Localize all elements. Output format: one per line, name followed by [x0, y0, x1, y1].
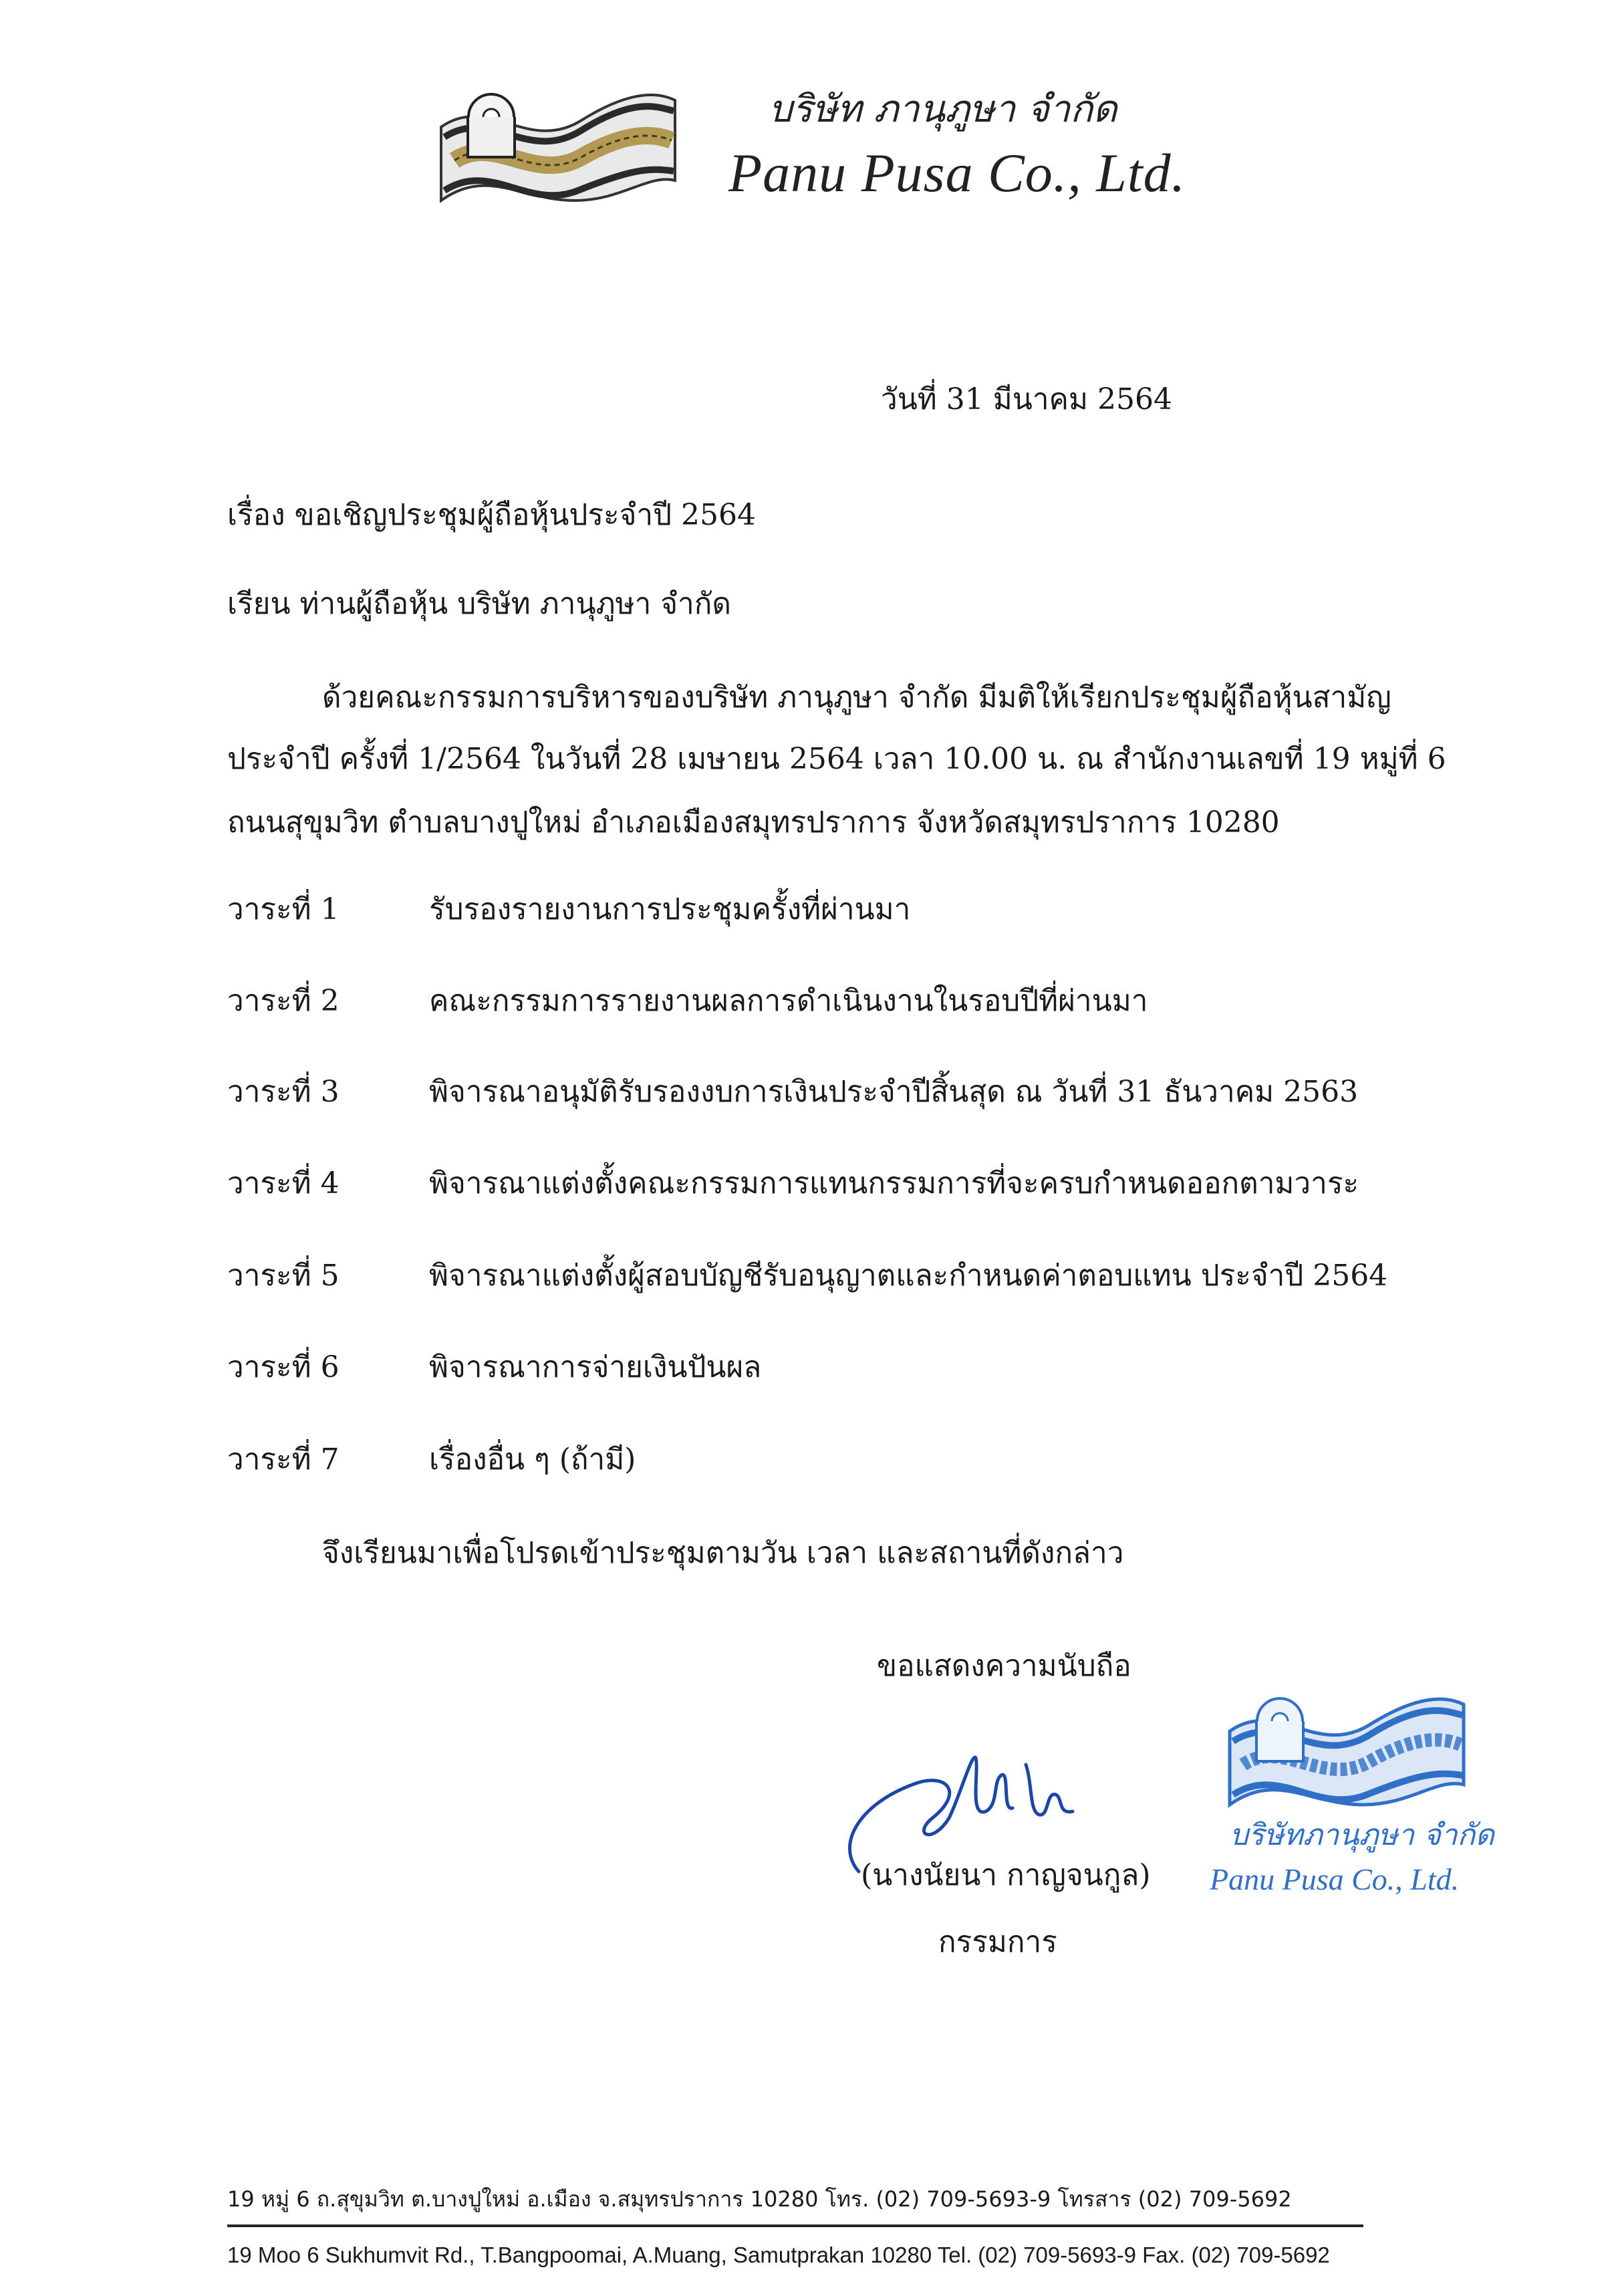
footer-divider: [227, 2224, 1363, 2227]
agenda-item-text: พิจารณาอนุมัติรับรองงบการเงินประจำปีสิ้นสุด ณ วันที่ 31 ธันวาคม 2563: [429, 1075, 1359, 1109]
agenda-item-text: พิจารณาแต่งตั้งผู้สอบบัญชีรับอนุญาตและกำหนดค่าตอบแทน ประจำปี 2564: [429, 1259, 1388, 1293]
letter-date: วันที่ 31 มีนาคม 2564: [881, 382, 1172, 416]
body-paragraph-line: ด้วยคณะกรรมการบริหารของบริษัท ภานุภูษา จำกัด มีมติให้เรียกประชุมผู้ถือหุ้นสามัญ: [322, 680, 1391, 715]
company-logo: [428, 67, 682, 227]
agenda-item-text: คณะกรรมการรายงานผลการดำเนินงานในรอบปีที่ผ่านมา: [429, 984, 1148, 1018]
agenda-label: วาระที่ 2: [227, 984, 340, 1018]
agenda-label: วาระที่ 4: [227, 1166, 340, 1200]
letter-subject: เรื่อง ขอเชิญประชุมผู้ถือหุ้นประจำปี 2564: [227, 498, 757, 532]
company-name-thai: บริษัท ภานุภูษา จำกัด: [769, 88, 1117, 131]
company-stamp: [1216, 1671, 1470, 1892]
agenda-item-text: พิจารณาแต่งตั้งคณะกรรมการแทนกรรมการที่จะครบกำหนดออกตามวาระ: [429, 1166, 1359, 1200]
body-paragraph-line: ถนนสุขุมวิท ตำบลบางปูใหม่ อำเภอเมืองสมุทรปราการ จังหวัดสมุทรปราการ 10280: [227, 805, 1280, 840]
agenda-item-text: พิจารณาการจ่ายเงินปันผล: [429, 1350, 762, 1384]
letter-recipient: เรียน ท่านผู้ถือหุ้น บริษัท ภานุภูษา จำกัด: [227, 587, 731, 621]
signer-name: (นางนัยนา กาญจนกูล): [861, 1858, 1151, 1892]
body-paragraph-line: ประจำปี ครั้งที่ 1/2564 ในวันที่ 28 เมษายน 2564 เวลา 10.00 น. ณ สำนักงานเลขที่ 19 หมู่ที่ 6: [227, 742, 1446, 776]
agenda-label: วาระที่ 3: [227, 1075, 340, 1109]
agenda-label: วาระที่ 5: [227, 1259, 340, 1293]
agenda-item-text: รับรองรายงานการประชุมครั้งที่ผ่านมา: [429, 892, 911, 926]
agenda-label: วาระที่ 7: [227, 1442, 340, 1477]
company-name-english: Panu Pusa Co., Ltd.: [728, 142, 1186, 203]
agenda-label: วาระที่ 1: [227, 892, 340, 926]
regards-line: ขอแสดงความนับถือ: [877, 1649, 1131, 1683]
signer-position: กรรมการ: [938, 1925, 1057, 1959]
stamp-company-english: Panu Pusa Co., Ltd.: [1210, 1862, 1460, 1896]
footer-address-english: 19 Moo 6 Sukhumvit Rd., T.Bangpoomai, A.Muang, Samutprakan 10280 Tel. (02) 709-5693-9 Fax. (02) 709-5692: [227, 2243, 1330, 2267]
stamp-company-thai: บริษัทภานุภูษา จำกัด: [1230, 1818, 1494, 1852]
agenda-item-text: เรื่องอื่น ๆ (ถ้ามี): [429, 1442, 636, 1477]
footer-address-thai: 19 หมู่ 6 ถ.สุขุมวิท ต.บางปูใหม่ อ.เมือง จ.สมุทรปราการ 10280 โทร. (02) 709-5693-9 โทรสาร (02) 709-5692: [227, 2186, 1292, 2212]
agenda-label: วาระที่ 6: [227, 1350, 340, 1384]
closing-sentence: จึงเรียนมาเพื่อโปรดเข้าประชุมตามวัน เวลา และสถานที่ดังกล่าว: [322, 1536, 1124, 1570]
